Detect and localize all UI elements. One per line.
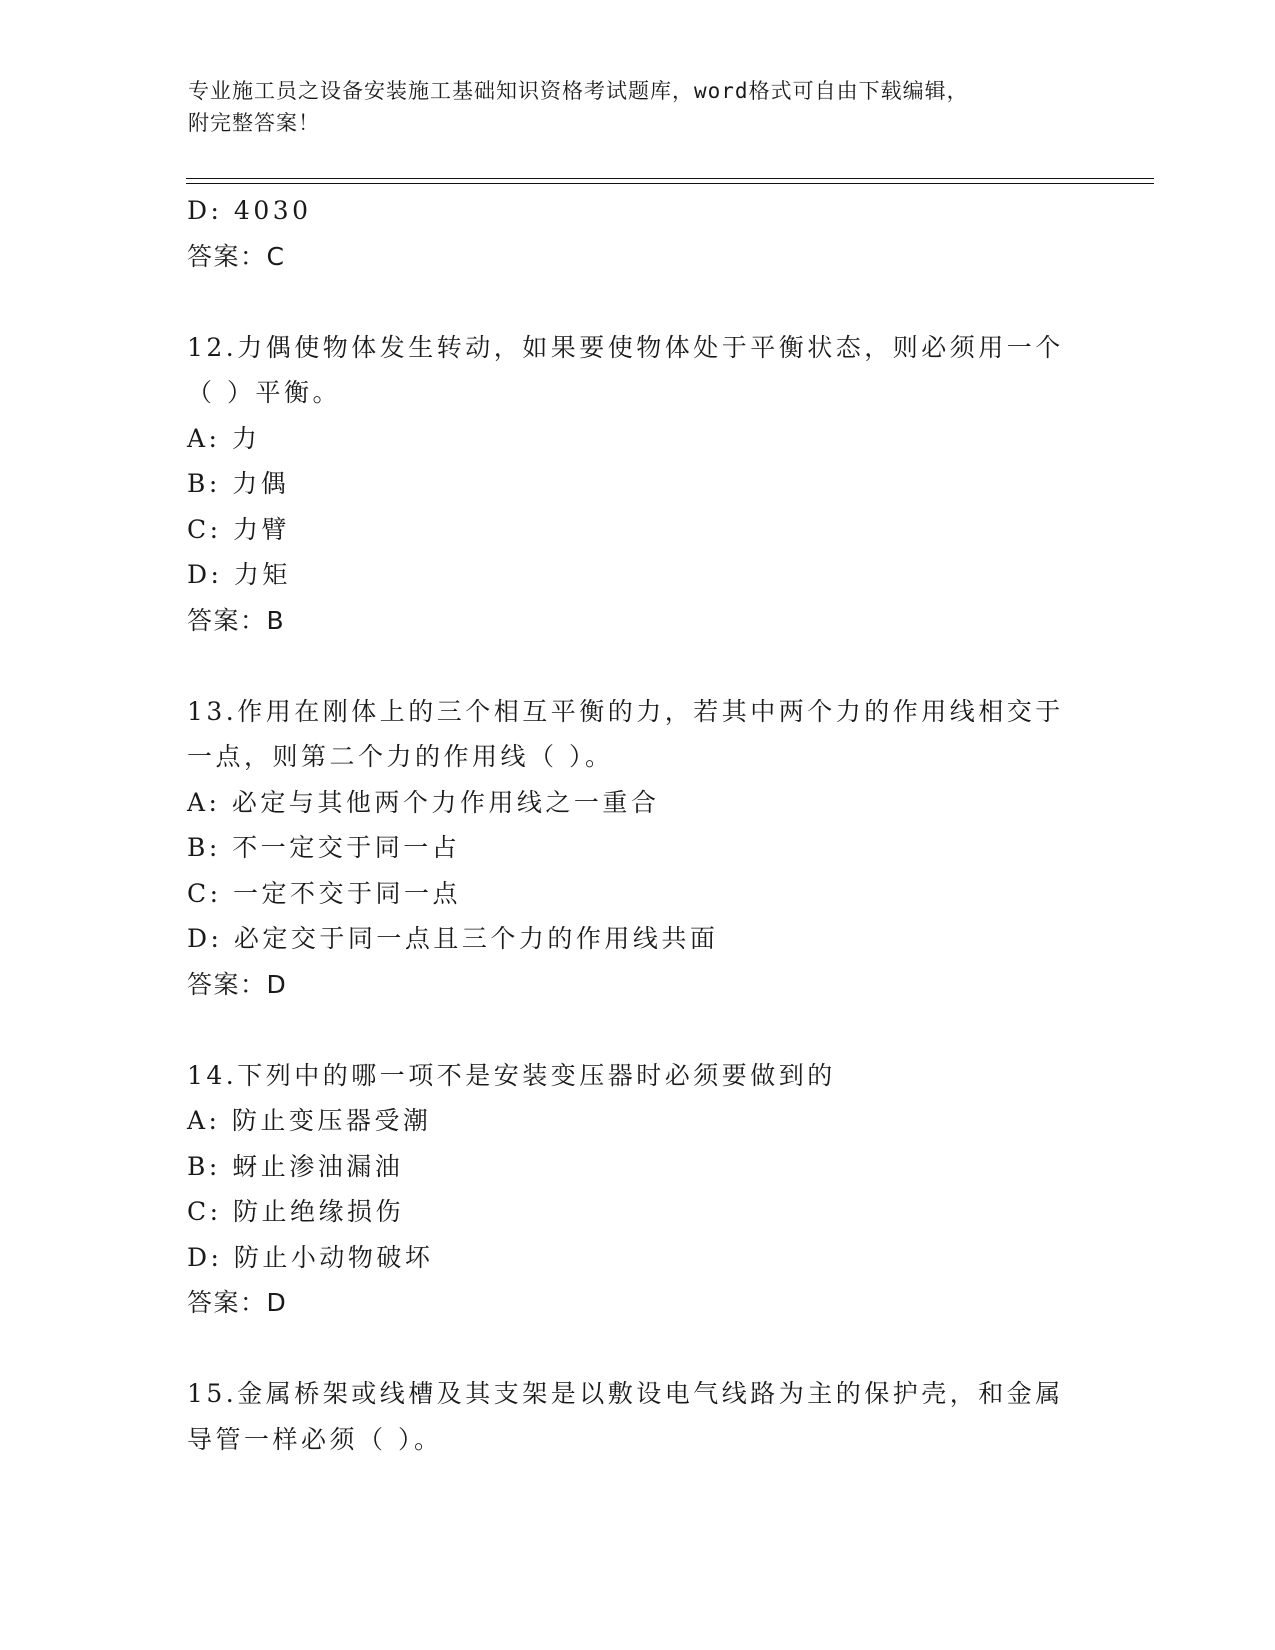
question-13 xyxy=(187,689,1087,1008)
option-d: D: 防止小动物破坏 xyxy=(187,1242,434,1272)
option-b: B: 蚜止渗油漏油 xyxy=(187,1151,404,1181)
answer-line: 答案：C xyxy=(187,241,286,271)
question-stem: 13.作用在刚体上的三个相互平衡的力，若其中两个力的作用线相交于 xyxy=(187,696,1064,726)
option-a: A: 力 xyxy=(187,423,261,453)
question-14 xyxy=(187,1053,1087,1326)
question-stem: 12.力偶使物体发生转动，如果要使物体处于平衡状态，则必须用一个 xyxy=(187,332,1064,362)
document-header xyxy=(188,75,1088,139)
question-15 xyxy=(187,1371,1087,1462)
option-a: A: 防止变压器受潮 xyxy=(187,1106,432,1135)
option-d: D: 力矩 xyxy=(187,560,291,589)
spacer xyxy=(187,1007,1087,1053)
spacer xyxy=(187,643,1087,689)
spacer xyxy=(187,1326,1087,1372)
option-c: C: 一定不交于同一点 xyxy=(187,878,461,908)
option-d: D: 4030 xyxy=(187,196,312,225)
option-b: B: 不一定交于同一占 xyxy=(187,833,461,862)
answer-line: 答案：B xyxy=(187,605,286,635)
question-stem: 导管一样必须（ ）。 xyxy=(187,1424,443,1454)
document-body xyxy=(187,188,1087,1462)
option-d: D: 必定交于同一点且三个力的作用线共面 xyxy=(187,924,719,953)
option-a: A: 必定与其他两个力作用线之一重合 xyxy=(187,787,660,817)
question-12 xyxy=(187,325,1087,644)
question-stem: （ ）平衡。 xyxy=(187,378,341,407)
question-stem: 14.下列中的哪一项不是安装变压器时必须要做到的 xyxy=(187,1060,836,1090)
answer-line: 答案：D xyxy=(187,1288,288,1317)
question-stem: 15.金属桥架或线槽及其支架是以敷设电气线路为主的保护壳，和金属 xyxy=(187,1379,1064,1408)
spacer xyxy=(187,279,1087,325)
header-line-1: 专业施工员之设备安装施工基础知识资格考试题库，word格式可自由下载编辑， xyxy=(188,79,969,103)
header-line-2: 附完整答案！ xyxy=(188,111,320,135)
option-c: C: 防止绝缘损伤 xyxy=(187,1197,404,1226)
answer-line: 答案：D xyxy=(187,969,288,999)
question-stem: 一点，则第二个力的作用线（ ）。 xyxy=(187,742,614,771)
header-rule-bottom xyxy=(186,183,1154,184)
option-b: B: 力偶 xyxy=(187,469,290,498)
header-rule-top xyxy=(186,178,1154,179)
option-c: C: 力臂 xyxy=(187,514,290,544)
